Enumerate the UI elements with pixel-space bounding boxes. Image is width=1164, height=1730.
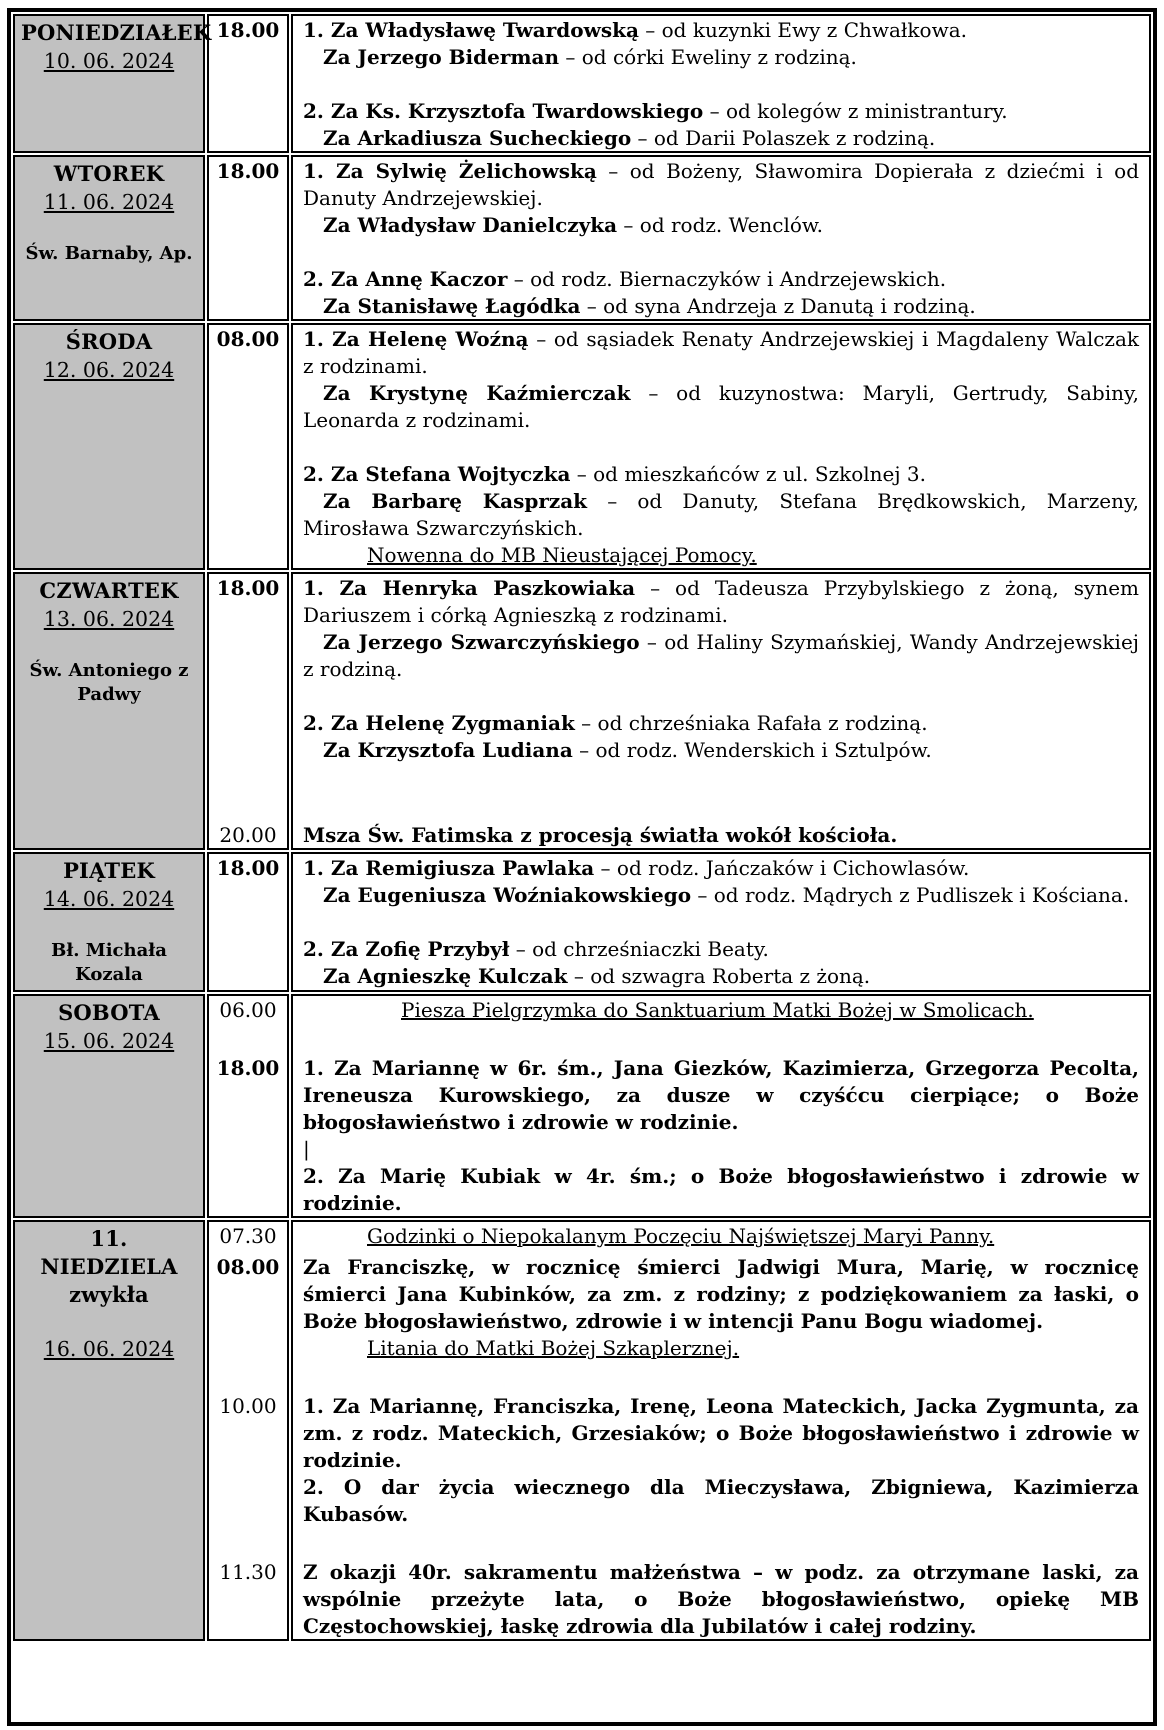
intention-paragraph	[303, 488, 1139, 542]
intention-paragraph	[303, 1474, 1139, 1528]
intention-paragraph	[367, 1223, 1139, 1250]
text-segment: – od Danuty, Stefana Brędkowskich, Marzeny, Mirosława Szwarczyńskich.	[303, 489, 1140, 540]
day-date: 13. 06. 2024	[43, 607, 175, 631]
intentions-block	[291, 323, 1151, 570]
text-segment: 2. Za Annę Kaczor	[303, 267, 508, 291]
table-row	[13, 994, 1151, 1218]
day-name: 11. NIEDZIELA	[40, 1226, 178, 1279]
text-segment: |	[303, 1137, 310, 1161]
intention-paragraph	[303, 629, 1139, 683]
text-segment: – od kolegów z ministrantury.	[703, 99, 1008, 123]
day-date: 14. 06. 2024	[43, 887, 175, 911]
text-segment: – od kuzynki Ewy z Chwałkowa.	[638, 18, 967, 42]
text-segment: 2. Za Stefana Wojtyczka	[303, 462, 571, 486]
text-segment: 1. Za Mariannę, Franciszka, Irenę, Leona Mateckich, Jacka Zygmunta, za zm. z rodz. Mateckich, Grzesiaków; o Boże błogosławieństwo i zdrowie w rodzinie.	[303, 1394, 1139, 1472]
text-segment: – od syna Andrzeja z Danutą i rodziną.	[580, 294, 976, 318]
intention-paragraph	[303, 1136, 1139, 1163]
intention-paragraph	[303, 17, 1139, 44]
intention-paragraph	[303, 575, 1139, 629]
text-segment: 2. Za Ks. Krzysztofa Twardowskiego	[303, 99, 704, 123]
intention-paragraph	[303, 266, 1139, 293]
intention-paragraph	[303, 737, 1139, 764]
table-row	[13, 1220, 1151, 1641]
intentions-block	[291, 819, 1151, 850]
intention-paragraph	[303, 822, 1139, 849]
table-row	[13, 323, 1151, 570]
text-segment: 1. Za Henryka Paszkowiaka	[303, 576, 636, 600]
text-segment: Piesza Pielgrzymka do Sanktuarium Matki Bożej w Smolicach.	[401, 998, 1034, 1022]
day-cell	[13, 994, 205, 1218]
intention-paragraph	[303, 293, 1139, 320]
time-value: 18.00	[216, 576, 280, 600]
day-cell	[13, 852, 205, 992]
intention-paragraph	[303, 125, 1139, 152]
time-value: 18.00	[216, 1056, 280, 1080]
intention-paragraph	[303, 380, 1139, 434]
blank-line	[303, 434, 1139, 461]
text-segment: 1. Za Mariannę w 6r. śm., Jana Giezków, Kazimierza, Grzegorza Pecolta, Ireneusza Kurowskiego, za dusze w czyśćcu cierpiące; o Boże błogosławieństwo i zdrowie w rodzinie.	[303, 1056, 1139, 1134]
day-cell	[13, 14, 212, 153]
blank-line	[303, 764, 1139, 791]
text-segment: – od szwagra Roberta z żoną.	[567, 964, 871, 988]
intention-paragraph	[303, 1055, 1139, 1136]
text-segment: Za Barbarę Kasprzak	[323, 489, 588, 513]
intentions-block	[291, 14, 1151, 153]
day-name: CZWARTEK	[39, 578, 179, 603]
intention-paragraph	[303, 710, 1139, 737]
intention-paragraph	[303, 1163, 1139, 1217]
intention-paragraph	[303, 44, 1139, 71]
day-name: PIĄTEK	[63, 858, 155, 883]
intentions-block	[291, 1052, 1151, 1218]
day-blank-line	[21, 216, 197, 242]
day-date: 11. 06. 2024	[43, 190, 175, 214]
blank-line	[303, 1024, 1139, 1051]
blank-line	[303, 683, 1139, 710]
table-row	[13, 572, 1151, 850]
day-blank-line	[21, 633, 197, 659]
day-date: 15. 06. 2024	[43, 1029, 175, 1053]
intention-paragraph	[303, 1254, 1139, 1335]
blank-line	[303, 1362, 1139, 1389]
text-segment: 1. Za Władysławę Twardowską	[303, 18, 639, 42]
text-segment: 1. Za Remigiusza Pawlaka	[303, 856, 595, 880]
time-value: 18.00	[216, 856, 280, 880]
text-segment: – od sąsiadek Renaty Andrzejewskiej i Magdaleny Walczak z rodzinami.	[303, 327, 1139, 378]
day-name: zwykła	[69, 1282, 149, 1307]
time-value: 18.00	[216, 159, 280, 183]
day-name: ŚRODA	[65, 329, 153, 354]
text-segment: – od Bożeny, Sławomira Dopierała z dziećmi i od Danuty Andrzejewskiej.	[303, 159, 1139, 210]
text-segment: – od rodz. Mądrych z Pudliszek i Kościana.	[691, 883, 1130, 907]
text-segment: Za Agnieszkę Kulczak	[323, 964, 568, 988]
text-segment: 2. O dar życia wiecznego dla Mieczysława, Zbigniewa, Kazimierza Kubasów.	[303, 1475, 1139, 1526]
text-segment: – od rodz. Wenclów.	[617, 213, 824, 237]
day-name: PONIEDZIAŁEK	[21, 20, 212, 45]
day-cell	[13, 323, 205, 570]
day-name: WTOREK	[53, 161, 165, 186]
table-row	[13, 852, 1151, 992]
text-segment: Z okazji 40r. sakramentu małżeństwa – w podz. za otrzymane laski, za wspólnie przeżyte lata, o Boże błogosławieństwo, opiekę MB Częstochowskiej, łaskę zdrowia dla Jubilatów i całej rodziny.	[303, 1560, 1139, 1638]
intention-paragraph	[303, 963, 1139, 990]
blank-line	[303, 1528, 1139, 1555]
text-segment: Za Władysław Danielczyka	[323, 213, 618, 237]
intention-paragraph	[303, 1559, 1139, 1640]
text-segment: – od kuzynostwa: Maryli, Gertrudy, Sabiny, Leonarda z rodzinami.	[303, 381, 1139, 432]
intention-paragraph	[303, 158, 1139, 212]
text-segment: – od rodz. Biernaczyków i Andrzejewskich.	[507, 267, 947, 291]
time-value: 20.00	[219, 823, 277, 847]
time-value: 11.30	[219, 1560, 277, 1584]
blank-line	[303, 71, 1139, 98]
day-date: 16. 06. 2024	[43, 1337, 175, 1361]
text-segment: – od rodz. Wenderskich i Sztulpów.	[572, 738, 932, 762]
text-segment: 1. Za Sylwię Żelichowską	[303, 159, 597, 183]
text-segment: Za Arkadiusza Sucheckiego	[323, 126, 632, 150]
time-value: 18.00	[216, 18, 280, 42]
time-value: 10.00	[219, 1394, 277, 1418]
intentions-block	[291, 1251, 1151, 1390]
intention-paragraph	[303, 326, 1139, 380]
day-name: SOBOTA	[58, 1000, 160, 1025]
text-segment: – od córki Eweliny z rodziną.	[559, 45, 857, 69]
blank-line	[303, 239, 1139, 266]
text-segment: Za Krzysztofa Ludiana	[323, 738, 573, 762]
time-value: 08.00	[216, 327, 280, 351]
text-segment: 2. Za Helenę Zygmaniak	[303, 711, 575, 735]
text-segment: – od Tadeusza Przybylskiego z żoną, synem Dariuszem i córką Agnieszką z rodzinami.	[303, 576, 1139, 627]
intention-paragraph	[367, 542, 1139, 569]
day-blank-line	[21, 1309, 197, 1335]
text-segment: 2. Za Marię Kubiak w 4r. śm.; o Boże błogosławieństwo i zdrowie w rodzinie.	[303, 1164, 1139, 1215]
intention-paragraph	[303, 882, 1139, 909]
text-segment: – od Darii Polaszek z rodziną.	[631, 126, 936, 150]
intentions-block	[291, 155, 1151, 321]
text-segment: – od chrześniaka Rafała z rodziną.	[574, 711, 928, 735]
text-segment: Nowenna do MB Nieustającej Pomocy.	[367, 543, 757, 567]
intentions-block	[291, 1556, 1151, 1641]
text-segment: Za Eugeniusza Woźniakowskiego	[323, 883, 692, 907]
intention-paragraph	[303, 1393, 1139, 1474]
blank-line	[303, 909, 1139, 936]
day-feast: Bł. Michała Kozala	[51, 940, 167, 985]
intention-paragraph	[303, 212, 1139, 239]
table-row	[13, 14, 1151, 153]
intention-paragraph	[303, 98, 1139, 125]
text-segment: Za Jerzego Biderman	[323, 45, 560, 69]
time-value: 07.30	[219, 1224, 277, 1248]
day-feast: Św. Barnaby, Ap.	[25, 243, 193, 264]
intention-paragraph	[303, 855, 1139, 882]
text-segment: 2. Za Zofię Przybył	[303, 937, 510, 961]
day-cell	[13, 155, 205, 321]
text-segment: Msza Św. Fatimska z procesją światła wokół kościoła.	[303, 823, 898, 847]
intention-paragraph	[367, 1335, 1139, 1362]
text-segment: Godzinki o Niepokalanym Poczęciu Najświętszej Maryi Panny.	[367, 1224, 995, 1248]
day-date: 10. 06. 2024	[43, 49, 175, 73]
intentions-block	[291, 1220, 1151, 1251]
day-blank-line	[21, 913, 197, 939]
day-date: 12. 06. 2024	[43, 358, 175, 382]
text-segment: – od chrześniaczki Beaty.	[509, 937, 769, 961]
table-row	[13, 155, 1151, 321]
intention-paragraph	[401, 997, 1139, 1024]
day-feast: Św. Antoniego z Padwy	[29, 660, 189, 705]
text-segment: Za Stanisławę Łagódka	[323, 294, 581, 318]
intentions-block	[291, 852, 1151, 992]
text-segment: – od mieszkańców z ul. Szkolnej 3.	[570, 462, 927, 486]
day-cell	[13, 1220, 205, 1641]
text-segment: Za Jerzego Szwarczyńskiego	[323, 630, 640, 654]
text-segment: – od Haliny Szymańskiej, Wandy Andrzejewskiej z rodziną.	[303, 630, 1139, 681]
time-value: 06.00	[219, 998, 277, 1022]
intentions-block	[291, 572, 1151, 819]
intention-paragraph	[303, 461, 1139, 488]
intentions-block	[291, 994, 1151, 1052]
text-segment: Za Krystynę Kaźmierczak	[323, 381, 631, 405]
text-segment: Litania do Matki Bożej Szkaplerznej.	[367, 1336, 740, 1360]
intentions-table	[7, 8, 1157, 1726]
text-segment: 1. Za Helenę Woźną	[303, 327, 529, 351]
text-segment: – od rodz. Jańczaków i Cichowlasów.	[594, 856, 970, 880]
day-cell	[13, 572, 205, 850]
intentions-block	[291, 1390, 1151, 1556]
text-segment: Za Franciszkę, w rocznicę śmierci Jadwigi Mura, Marię, w rocznicę śmierci Jana Kubinków, za zm. z rodziny; z podziękowaniem za łaski, o Boże błogosławieństwo, zdrowie i w intencji Panu Bogu wiadomej.	[303, 1255, 1139, 1333]
intention-paragraph	[303, 936, 1139, 963]
time-value: 08.00	[216, 1255, 280, 1279]
blank-line	[303, 791, 1139, 818]
